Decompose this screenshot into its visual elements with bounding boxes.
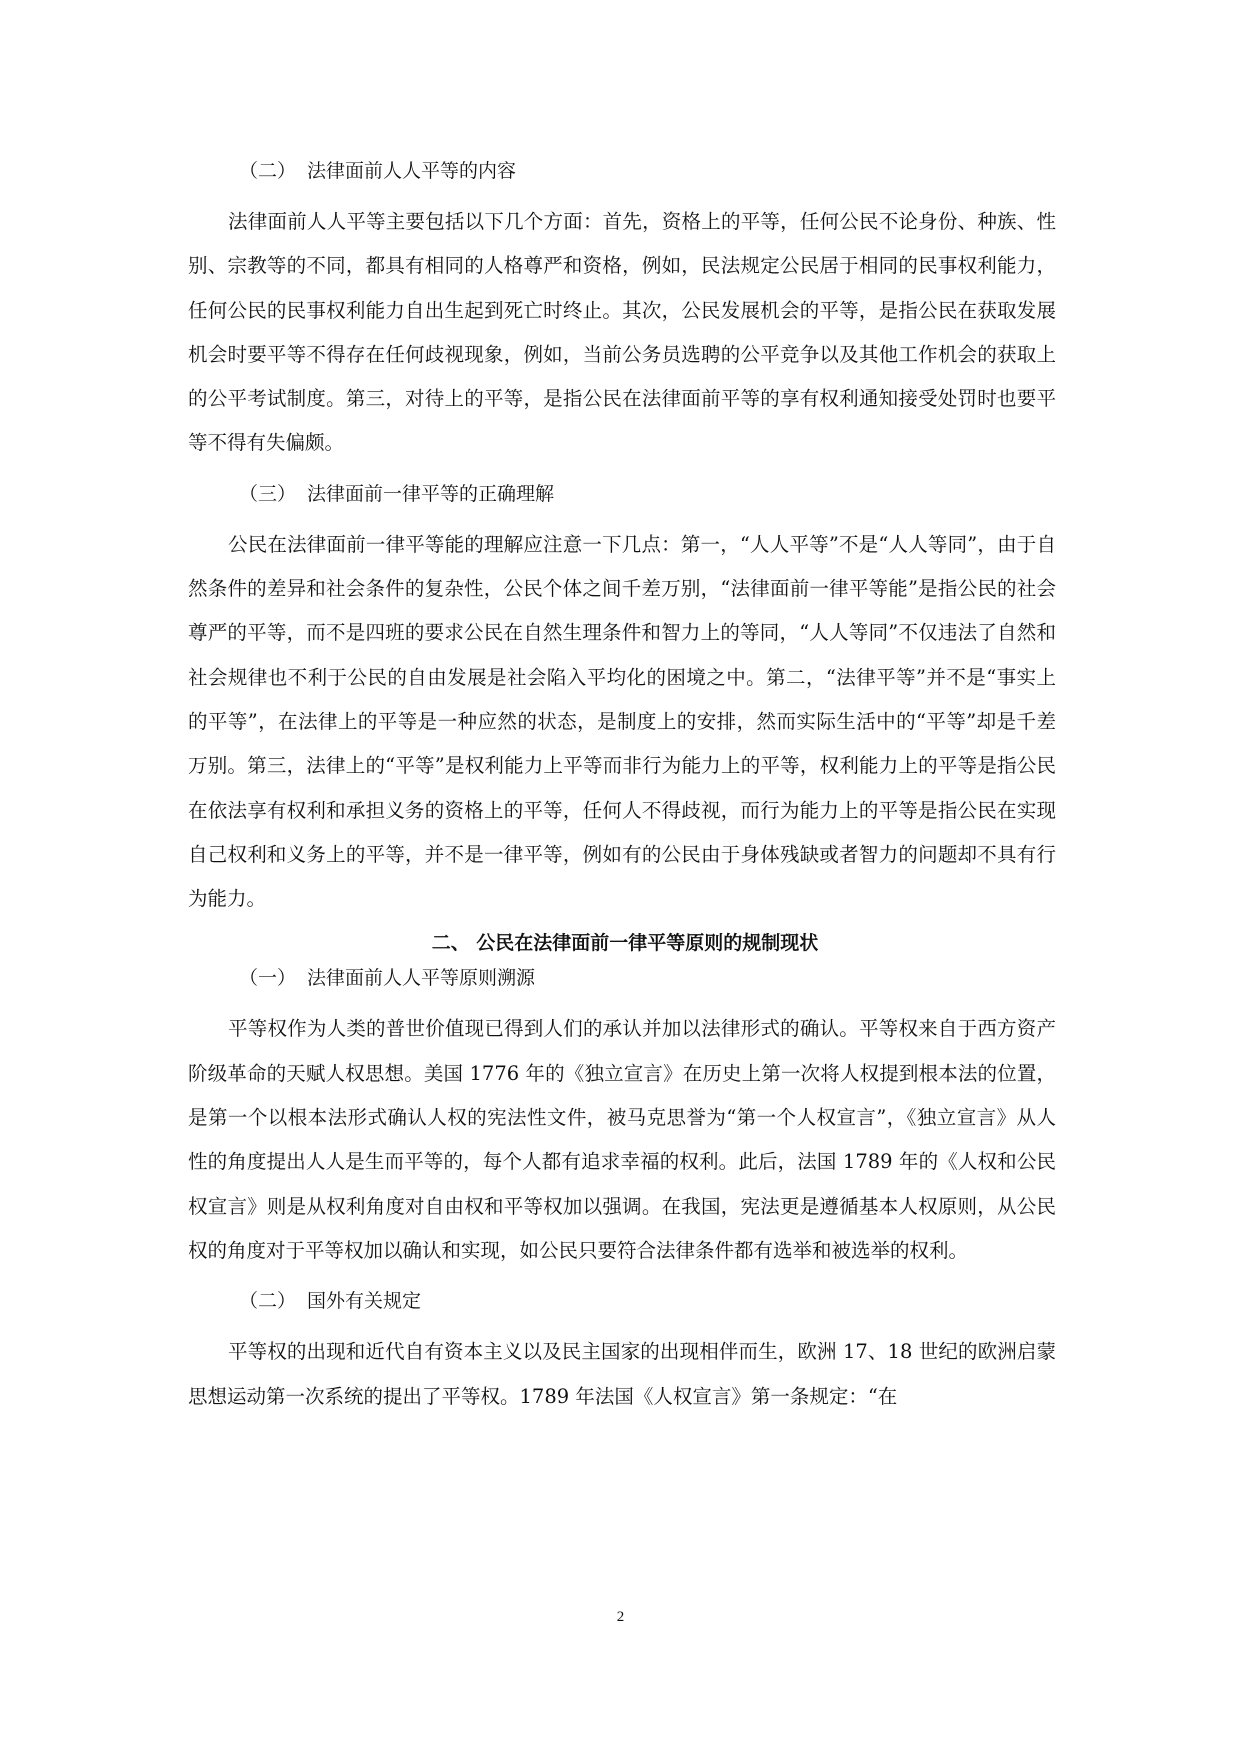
page-number: 2: [616, 1609, 625, 1625]
document-body: [188, 159, 1056, 1419]
subheading-number: （二）: [239, 160, 297, 182]
subheading-foreign: [188, 1289, 1056, 1313]
subheading-understanding: [188, 482, 1056, 506]
subheading-origin: [188, 966, 1056, 990]
section-heading: 二、 公民在法律面前一律平等原则的规制现状: [431, 932, 819, 955]
subheading-number: （三）: [239, 482, 297, 505]
subheading-number: （一）: [239, 967, 297, 990]
subheading-title: 法律面前人人平等原则溯源: [307, 967, 536, 990]
paragraph-content-equality: 法律面前人人平等主要包括以下几个方面：首先，资格上的平等，任何公民不论身份、种族、性别、宗教等的不同，都具有相同的人格尊严和资格，例如，民法规定公民居于相同的民事权利能力，任何公民的民事权利能力自出生起到死亡时终止。其次，公民发展机会的平等，是指公民在获取发展机会时要平等不得存在任何歧视现象，例如，当前公务员选聘的公平竞争以及其他工作机会的获取上的公平考试制度。第三，对待上的平等，是指公民在法律面前平等的享有权利通知接受处罚时也要平等不得有失偏颇。: [188, 210, 1056, 455]
subheading-title: 法律面前一律平等的正确理解: [307, 482, 555, 505]
subheading-content: [188, 159, 1056, 183]
subheading-title: 法律面前人人平等的内容: [307, 160, 517, 182]
paragraph-understanding: 公民在法律面前一律平等能的理解应注意一下几点：第一，“人人平等”不是“人人等同”，由于自然条件的差异和社会条件的复杂性，公民个体之间千差万别，“法律面前一律平等能”是指公民的社会尊严的平等，而不是四班的要求公民在自然生理条件和智力上的等同，“人人等同”不仅违法了自然和社会规律也不利于公民的自由发展是社会陷入平均化的困境之中。第二，“法律平等”并不是“事实上的平等”，在法律上的平等是一种应然的状态，是制度上的安排，然而实际生活中的“平等”却是千差万别。第三，法律上的“平等”是权利能力上平等而非行为能力上的平等，权利能力上的平等是指公民在依法享有权利和承担义务的资格上的平等，任何人不得歧视，而行为能力上的平等是指公民在实现自己权利和义务上的平等，并不是一律平等，例如有的公民由于身体残缺或者智力的问题却不具有行为能力。: [188, 532, 1056, 911]
paragraph-foreign: 平等权的出现和近代自有资本主义以及民主国家的出现相伴而生，欧洲 17、18 世纪的欧洲启蒙思想运动第一次系统的提出了平等权。1789 年法国《人权宣言》第一条规定：“在: [188, 1340, 1056, 1408]
subheading-title: 国外有关规定: [307, 1290, 422, 1313]
subheading-number: （二）: [239, 1290, 297, 1313]
paragraph-origin: 平等权作为人类的普世价值现已得到人们的承认并加以法律形式的确认。平等权来自于西方资产阶级革命的天赋人权思想。美国 1776 年的《独立宣言》在历史上第一次将人权提到根本法的位置，是第一个以根本法形式确认人权的宪法性文件，被马克思誉为“第一个人权宣言”，《独立宣言》从人性的角度提出人人是生而平等的，每个人都有追求幸福的权利。此后，法国 1789 年的《人权和公民权宣言》则是从权利角度对自由权和平等权加以强调。在我国，宪法更是遵循基本人权原则，从公民权的角度对于平等权加以确认和实现，如公民只要符合法律条件都有选举和被选举的权利。: [188, 1017, 1056, 1262]
